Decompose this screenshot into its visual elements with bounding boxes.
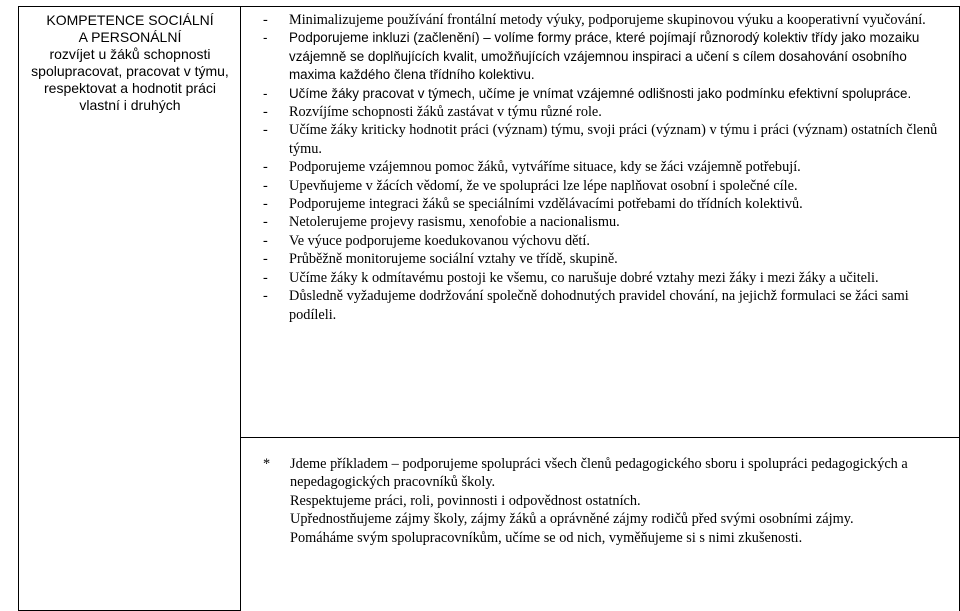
bullet-dash: - <box>263 122 268 139</box>
strategy-text: Podporujeme vzájemnou pomoc žáků, vytváříme situace, kdy se žáci vzájemně potřebují. <box>289 159 801 176</box>
note-marker: * <box>263 456 271 472</box>
strategy-item <box>263 29 947 84</box>
note-cell <box>240 437 960 611</box>
competence-title-line1: KOMPETENCE SOCIÁLNÍ <box>46 12 214 28</box>
strategy-item <box>263 250 947 268</box>
strategy-text: Rozvíjíme schopnosti žáků zastávat v týmu různé role. <box>289 104 602 121</box>
bullet-dash: - <box>263 269 268 286</box>
competence-cell <box>18 6 240 611</box>
note-line: Upřednostňujeme zájmy školy, zájmy žáků a oprávněné zájmy rodičů před svými osobními zájmy. <box>290 511 854 528</box>
bullet-dash: - <box>263 232 268 249</box>
bullet-dash: - <box>263 12 268 28</box>
bullet-dash: - <box>263 85 268 101</box>
strategy-item <box>263 121 947 158</box>
strategy-text: Průběžně monitorujeme sociální vztahy ve třídě, skupině. <box>289 251 618 268</box>
bullet-dash: - <box>263 159 268 176</box>
bullet-dash: - <box>263 177 268 194</box>
strategy-text: Učíme žáky k odmítavému postoji ke všemu, co narušuje dobré vztahy mezi žáky i mezi žáky a učiteli. <box>289 269 879 286</box>
note-block <box>263 455 939 547</box>
strategy-item <box>263 85 947 103</box>
bullet-dash: - <box>263 214 268 231</box>
strategy-text: Učíme žáky pracovat v týmech, učíme je vnímat vzájemné odlišnosti jako podmínku efektivní spolupráce. <box>289 85 912 101</box>
bullet-dash: - <box>263 104 268 121</box>
strategy-text: Důsledně vyžadujeme dodržování společně dohodnutých pravidel chování, na jejichž formulaci se žáci sami podíleli. <box>289 288 909 323</box>
strategy-text: Učíme žáky kriticky hodnotit práci (význam) týmu, svoji práci (význam) v týmu i práci (význam) ostatních členů týmu. <box>289 122 938 157</box>
strategy-item <box>263 195 947 213</box>
strategy-item <box>263 103 947 121</box>
strategy-item <box>263 213 947 231</box>
bullet-dash: - <box>263 251 268 268</box>
strategy-item <box>263 158 947 176</box>
note-line: Pomáháme svým spolupracovníkům, učíme se od nich, vyměňujeme si s nimi zkušenosti. <box>290 529 803 546</box>
strategy-item <box>263 177 947 195</box>
note-lines <box>290 455 939 547</box>
bullet-dash: - <box>263 288 268 305</box>
strategy-text: Upevňujeme v žácích vědomí, že ve spolupráci lze lépe naplňovat osobní i společné cíle. <box>289 177 798 194</box>
bullet-dash: - <box>263 30 268 46</box>
bullet-dash: - <box>263 196 268 213</box>
competence-heading-block <box>25 12 235 114</box>
strategy-item <box>263 232 947 250</box>
strategy-text: Podporujeme integraci žáků se speciálními vzdělávacími potřebami do třídních kolektivů. <box>289 196 803 213</box>
strategy-item <box>263 11 947 29</box>
strategy-item <box>263 287 947 324</box>
strategy-text: Minimalizujeme používání frontální metody výuky, podporujeme skupinovou výuku a kooperativní vyučování. <box>289 12 926 28</box>
competence-title-line2: A PERSONÁLNÍ <box>78 29 182 45</box>
note-line: Respektujeme práci, roli, povinnosti i odpovědnost ostatních. <box>290 492 641 509</box>
strategy-item <box>263 269 947 287</box>
note-line: Jdeme příkladem – podporujeme spolupráci všech členů pedagogického sboru i spolupráci pedagogických a nepedagogických pracovníků školy. <box>290 456 908 491</box>
strategy-text: Podporujeme inkluzi (začlenění) – volíme formy práce, které pojímají různorodý kolektiv třídy jako mozaiku vzájemně se doplňujících kvalit, umožňujících vzájemnou inspiraci a učení s cílem dosahování osobního maxima každého člena třídního kolektivu. <box>289 30 920 83</box>
strategies-cell <box>240 6 960 438</box>
strategy-text: Netolerujeme projevy rasismu, xenofobie a nacionalismu. <box>289 214 620 231</box>
strategy-text: Ve výuce podporujeme koedukovanou výchovu dětí. <box>289 232 590 249</box>
competence-description: rozvíjet u žáků schopnosti spolupracovat, pracovat v týmu, respektovat a hodnotit práci vlastní i druhých <box>31 46 229 113</box>
strategies-list <box>263 11 947 324</box>
